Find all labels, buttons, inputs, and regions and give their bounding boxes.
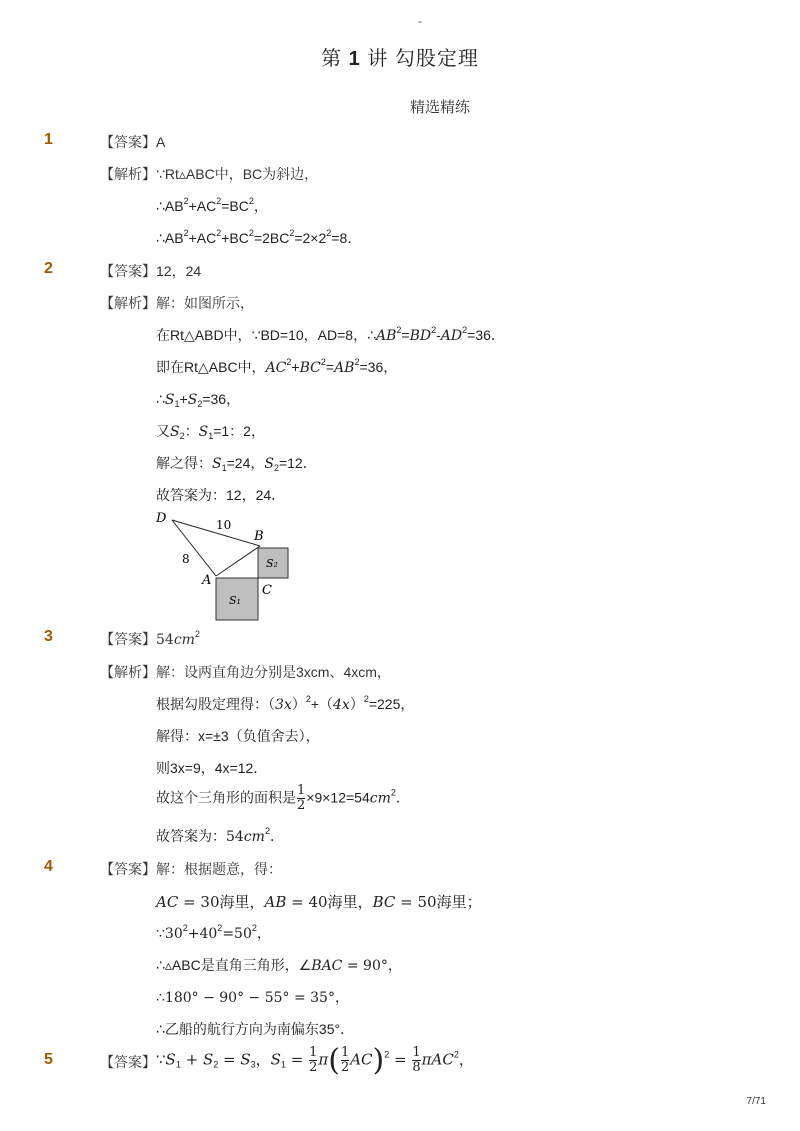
solution-line: 在Rt△ABD中，∵BD=10，AD=8，$\therefore AB^2=BD^2-AD^2=36$． <box>156 325 505 344</box>
label-s1: S₁ <box>229 594 241 607</box>
page-title: 第 1 讲 勾股定理 <box>321 48 479 70</box>
question-number: 1 <box>44 131 53 148</box>
solution-line: $\because 30^2+40^2=50^2$， <box>156 923 271 942</box>
segment-ab <box>216 546 260 576</box>
solution-line: 又$S_2$：$S_1=1$：2， <box>156 423 265 441</box>
header-dash: - <box>418 14 422 28</box>
label-len-da: 8 <box>182 552 190 566</box>
label-s2: S₂ <box>266 557 278 570</box>
solution-line: 即在Rt△ABC中，$AC^2+BC^2=AB^2=36$， <box>156 357 398 376</box>
question-number: 2 <box>44 260 53 277</box>
answer-row: 【答案】$54cm^2$ <box>100 629 200 648</box>
solution-line: $\therefore AB^2+AC^2+BC^2=2BC^2=2\times 2^2=8$． <box>156 228 362 246</box>
solution-line: $\therefore AB^2+AC^2=BC^2$， <box>156 196 268 214</box>
solution-line: 解得：x=±3（负值舍去）， <box>156 728 320 744</box>
answer-row: 【答案】A <box>100 134 166 150</box>
solution-line: ∴180° − 90° − 55° = 35°， <box>156 990 349 1006</box>
solution-line: 根据勾股定理得：$(3x)^2+(4x)^2=225$， <box>156 694 415 713</box>
solution-line: ∴▵ABC是直角三角形，∠BAC = 90°， <box>156 957 402 974</box>
answer-row: 【答案】解：根据题意，得： <box>100 861 282 877</box>
label-a: A <box>202 573 212 588</box>
answer-row: 【答案】12，24 <box>100 263 202 279</box>
label-len-db: 10 <box>216 518 232 532</box>
page-number: 7/71 <box>746 1096 766 1107</box>
question-number: 4 <box>44 858 53 875</box>
solution-line: ∴乙船的航行方向为南偏东35°． <box>156 1021 355 1037</box>
formula-line: $\because S_1 + S_2 = S_3$，$S_1$ = $\frac{1}{2}$ π( $\frac{1}{2}$ AC)$^2$ = $\frac{1}{8}$ πAC$^2$， <box>156 1043 474 1078</box>
solution-line: 故这个三角形的面积是 $\frac{1}{2}$ $\times 9\times 12=54cm^2$． <box>156 783 410 814</box>
solution-line: AC = 30海里，AB = 40海里，BC = 50海里； <box>156 893 482 911</box>
question-number: 5 <box>44 1051 53 1068</box>
solution-line: 故答案为：$54cm^2$． <box>156 826 284 845</box>
solution-line: $\therefore S_1+S_2=36$， <box>156 391 241 409</box>
label-b: B <box>254 529 264 544</box>
explanation-row: 【解析】解：设两直角边分别是3xcm、4xcm， <box>100 664 391 680</box>
explanation-row: 【解析】∵Rt▵ABC中，BC为斜边， <box>100 166 319 182</box>
segment-da <box>172 520 216 576</box>
solution-line: 则3x=9，4x=12． <box>156 760 268 776</box>
label-d: D <box>156 511 167 526</box>
solution-line: 故答案为：12，24． <box>156 487 286 503</box>
triangle-figure <box>150 506 300 626</box>
explanation-row: 【解析】解：如图所示， <box>100 295 254 311</box>
answer-row: 【答案】 <box>100 1054 156 1070</box>
section-heading: 精选精练 <box>409 99 470 116</box>
question-number: 3 <box>44 628 53 645</box>
label-c: C <box>262 583 272 598</box>
solution-line: 解之得：$S_1=24$，$S_2=12$． <box>156 455 317 473</box>
